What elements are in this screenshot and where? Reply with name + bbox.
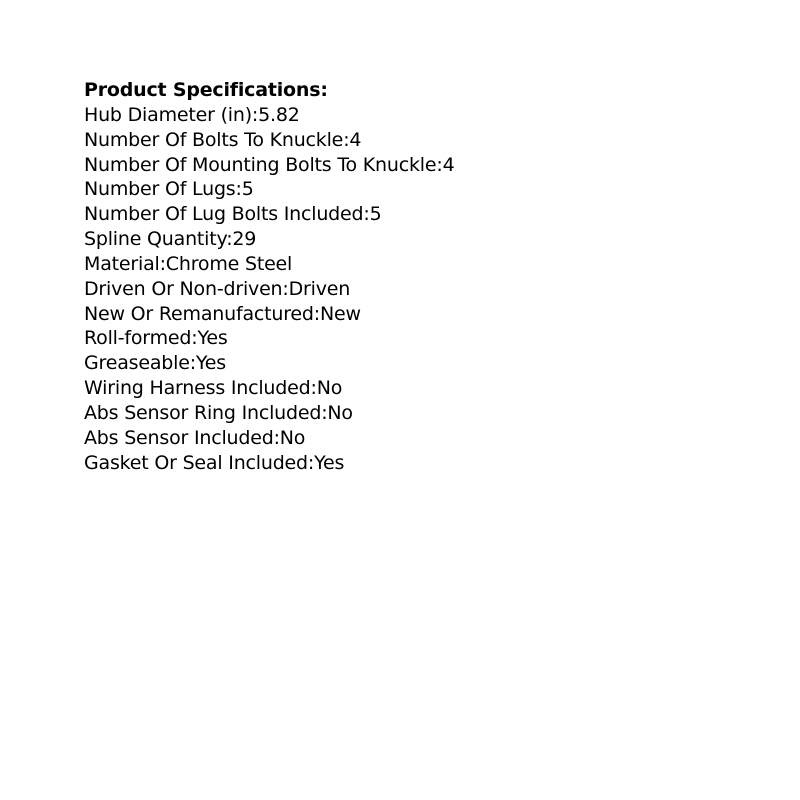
spec-value: New [319,302,361,325]
spec-row [84,351,454,376]
spec-row [84,426,454,451]
spec-label: New Or Remanufactured [84,302,314,325]
spec-colon: : [191,327,198,350]
spec-heading: Product Specifications: [84,79,328,101]
spec-row [84,326,454,351]
spec-row [84,401,454,426]
spec-colon: : [436,153,443,176]
spec-label: Wiring Harness Included [84,377,311,400]
spec-colon: : [282,277,289,300]
spec-colon: : [321,401,328,424]
spec-value: Chrome Steel [165,252,293,275]
spec-label: Abs Sensor Included [84,426,274,449]
spec-value: Driven [288,277,351,300]
spec-row [84,103,454,128]
spec-label: Gasket Or Seal Included [84,451,308,474]
spec-colon: : [363,203,370,226]
spec-value: No [279,426,306,449]
spec-label: Number Of Mounting Bolts To Knuckle [84,153,437,176]
spec-label: Number Of Lug Bolts Included [84,203,364,226]
spec-row [84,252,454,277]
spec-value: 5 [241,178,254,201]
spec-colon: : [310,377,317,400]
spec-label: Roll-formed [84,327,192,350]
spec-value: Yes [314,451,345,474]
spec-value: No [327,401,353,424]
spec-row [84,451,454,476]
spec-block [84,78,454,476]
spec-colon: : [273,426,280,449]
spec-row [84,202,454,227]
spec-row [84,153,454,178]
spec-row [84,302,454,327]
spec-value: Yes [197,327,228,350]
spec-label: Number Of Bolts To Knuckle [84,128,344,151]
spec-colon: : [307,451,315,474]
spec-row [84,128,454,153]
spec-label: Abs Sensor Ring Included [84,401,322,424]
spec-value: No [316,377,343,400]
spec-value: 29 [232,228,257,251]
spec-list [84,103,454,476]
spec-colon: : [189,352,196,375]
spec-row [84,376,454,401]
spec-row [84,227,454,252]
spec-colon: : [343,128,350,151]
spec-colon: : [159,252,166,275]
spec-colon: : [226,228,233,251]
spec-colon: : [313,302,320,325]
spec-value: 4 [442,153,455,176]
spec-value: Yes [195,352,226,375]
spec-row [84,277,454,302]
spec-label: Hub Diameter (in) [84,103,252,126]
spec-value: 5 [369,203,382,226]
spec-label: Driven Or Non-driven [84,277,283,300]
spec-label: Greaseable [84,352,190,375]
spec-colon: : [251,103,259,126]
spec-label: Number Of Lugs [84,178,236,201]
spec-value: 4 [349,128,362,151]
spec-label: Material [84,252,160,275]
spec-value: 5.82 [258,103,300,126]
spec-label: Spline Quantity [84,228,227,251]
spec-colon: : [235,178,242,201]
spec-row [84,177,454,202]
